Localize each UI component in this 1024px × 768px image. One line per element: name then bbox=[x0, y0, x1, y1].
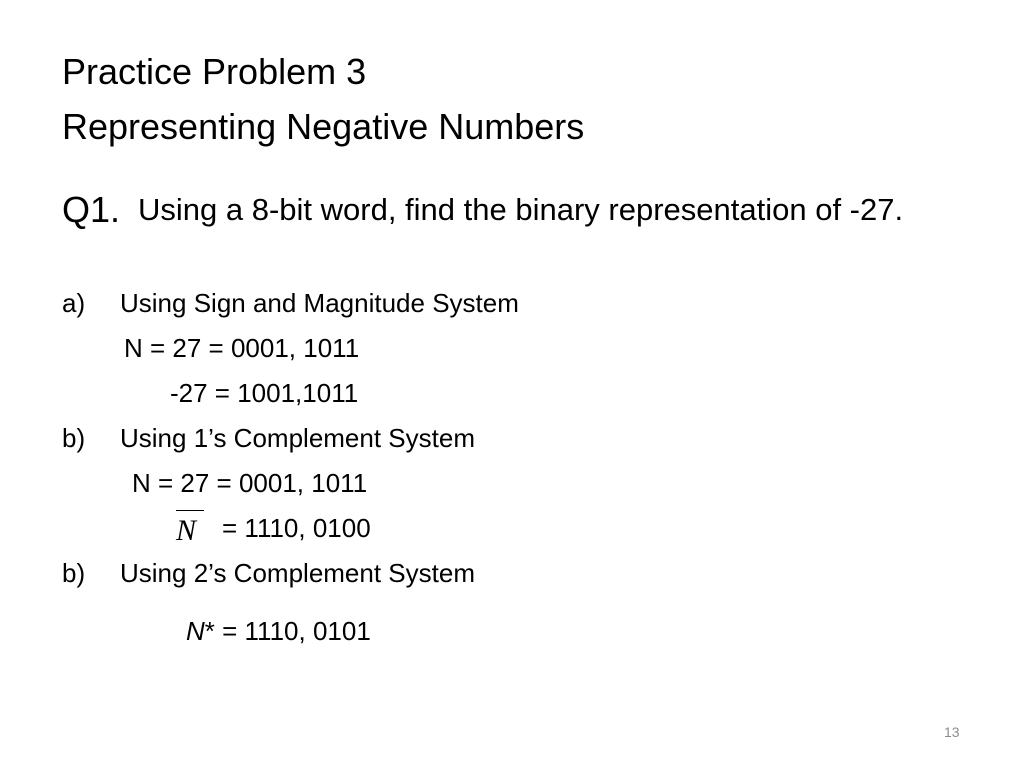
n-bar-letter: N bbox=[176, 514, 197, 547]
title-line-1: Practice Problem 3 bbox=[62, 51, 367, 92]
question-text: Using a 8-bit word, find the binary representation of -27. bbox=[138, 192, 904, 227]
part-b2-value: * = 1110, 0101 bbox=[204, 616, 371, 646]
part-b1-line-2: = 1110, 0100 bbox=[222, 513, 371, 543]
part-a-line-1: N = 27 = 0001, 1011 bbox=[124, 333, 360, 363]
part-b2-heading bbox=[62, 558, 475, 588]
part-a-label: Using Sign and Magnitude System bbox=[120, 288, 519, 318]
part-a-line-2: -27 = 1001,1011 bbox=[170, 378, 359, 408]
part-b2-marker: b) bbox=[62, 558, 86, 588]
part-b1-marker: b) bbox=[62, 423, 86, 453]
n-star-symbol: N bbox=[186, 616, 205, 646]
question-block bbox=[62, 188, 962, 234]
slide-number: 13 bbox=[944, 724, 960, 740]
title-line-2: Representing Negative Numbers bbox=[62, 106, 585, 147]
slide-title bbox=[62, 44, 584, 154]
part-b1-line-1: N = 27 = 0001, 1011 bbox=[132, 468, 368, 498]
part-b1-heading bbox=[62, 423, 475, 453]
part-a-marker: a) bbox=[62, 288, 86, 318]
part-b1-label: Using 1’s Complement System bbox=[120, 423, 475, 453]
part-b2-line-1 bbox=[186, 616, 371, 646]
part-b2-label: Using 2’s Complement System bbox=[120, 558, 475, 588]
overline bbox=[176, 510, 204, 511]
question-number: Q1. bbox=[62, 189, 121, 230]
part-a-heading bbox=[62, 288, 519, 318]
n-bar-symbol bbox=[176, 508, 196, 548]
